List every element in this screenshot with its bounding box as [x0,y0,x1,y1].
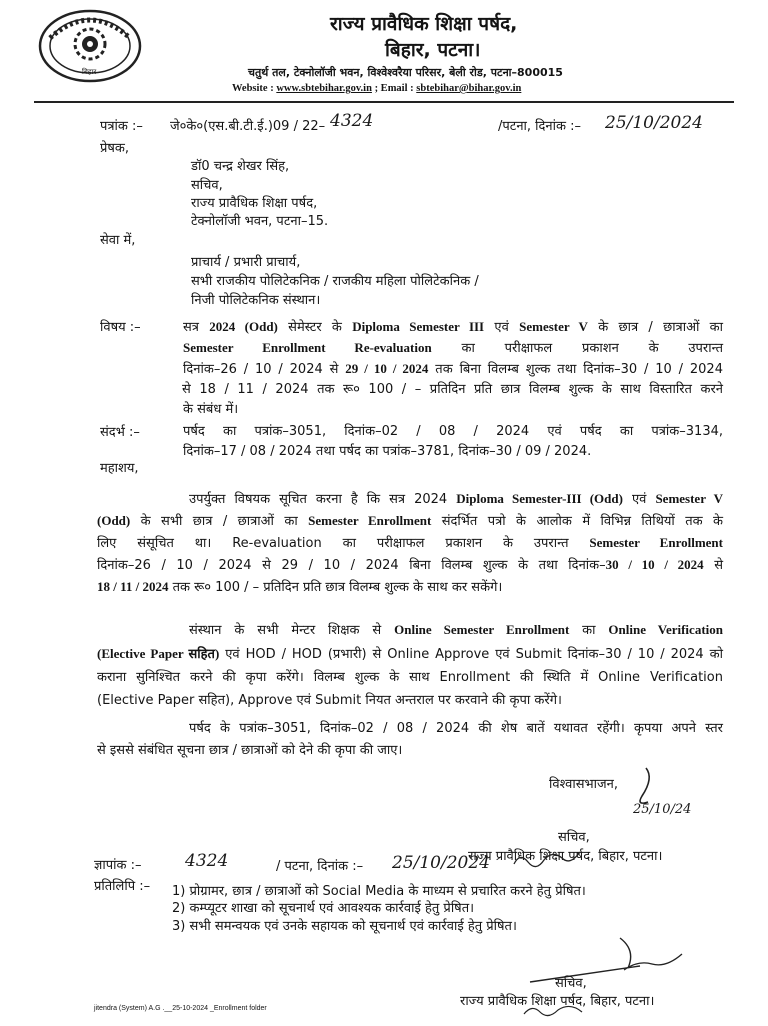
copy-item: 3) सभी समन्वयक एवं उनके सहायक को सूचनार्थ एवं कार्रवाई हेतु प्रेषित। [172,919,517,934]
closing-designation: सचिव, [558,830,590,845]
body-line: (Odd) के सभी छात्र / छात्राओं का Semester Enrollment संदर्भित पत्रो के आलोक में विभिन्न तिथियों तक के [97,513,724,529]
subject-text [183,317,723,420]
initials-icon [510,838,590,878]
copy-item: 2) कम्प्यूटर शाखा को सूचनार्थ एवं आवश्यक कार्रवाई हेतु प्रेषित। [172,901,475,916]
website-label: Website : [232,83,277,94]
ref-label: पत्रांक :– [100,119,143,134]
copy-item: 1) प्रोग्रामर, छात्र / छात्राओं को Social Media के माध्यम से प्रचारित करने हेतु प्रेषित। [172,884,586,899]
ref-date-handwritten: 25/10/2024 [605,113,703,133]
body-line: से इससे संबंधित सूचना छात्र / छात्राओं को देने की कृपा की जाए। [97,743,403,758]
body-line: (Elective Paper सहित) एवं HOD / HOD (प्रभारी) से Online Approve एवं Submit दिनांक–30 / 10 / 2024 को [97,646,724,662]
header-rule [34,101,734,103]
body-paragraph-1 [97,488,723,598]
reference-line: दिनांक–17 / 08 / 2024 तथा पर्षद का पत्रांक–3781, दिनांक–30 / 09 / 2024. [183,444,592,459]
body-line: कराना सुनिश्चित करने की कृपा करेंगे। विलम्ब शुल्क के साथ Enrollment की स्थिति में Online Verification [97,670,723,685]
sender-label: प्रेषक, [100,141,130,156]
copy-label: प्रतिलिपि :– [94,879,151,894]
sender-line: टेक्नोलॉजी भवन, पटना–15. [191,214,329,229]
sender-line: सचिव, [191,178,223,193]
body-line: 18 / 11 / 2024 तक रू० 100 / – प्रतिदिन प्रति छात्र विलम्ब शुल्क के साथ कर सकेंगे। [97,579,503,595]
org-address: चतुर्थ तल, टेक्नोलॉजी भवन, विश्वेश्वरैया परिसर, बेली रोड, पटना–800015 [248,66,563,79]
board-seal-logo [36,8,144,84]
ref-place-date-label: /पटना, दिनांक :– [498,119,582,134]
subject-line: के संबंध में। [183,402,239,417]
body-line: संस्थान के सभी मेन्टर शिक्षक से Online Semester Enrollment का Online Verification [189,622,723,638]
subject-line: सत्र 2024 (Odd) सेमेस्टर के Diploma Semester III एवं Semester V के छात्र / छात्राओं का [183,319,724,335]
sender-line: डॉ0 चन्द्र शेखर सिंह, [191,159,290,174]
contact-line [232,83,521,94]
reference-line: पर्षद का पत्रांक–3051, दिनांक–02 / 08 / 2024 एवं पर्षद का पत्रांक–3134, [183,424,723,439]
subject-label: विषय :– [100,320,141,335]
memo-place-date-label: / पटना, दिनांक :– [276,859,364,874]
reference-text [183,422,723,462]
recipient-line: निजी पोलिटेकनिक संस्थान। [191,293,321,308]
memo-date-handwritten: 25/10/2024 [392,853,490,873]
body-line: (Elective Paper सहित), Approve एवं Submit नियत अन्तराल पर करवाने की कृपा करेंगे। [97,693,562,708]
signature-2 [520,930,700,990]
seal-text: बिहार [82,68,97,76]
org-name-line1: राज्य प्रावैधिक शिक्षा पर्षद, [330,13,518,35]
body-line: पर्षद के पत्रांक–3051, दिनांक–02 / 08 / 2024 की शेष बातें यथावत रहेंगी। कृपया अपने स्तर [189,721,723,736]
recipient-line: प्राचार्य / प्रभारी प्राचार्य, [191,255,301,270]
body-paragraph-3 [97,718,723,762]
recipient-label: सेवा में, [100,233,136,248]
closing2-org: राज्य प्रावैधिक शिक्षा पर्षद, बिहार, पटना। [460,994,655,1009]
subject-line: से 18 / 11 / 2024 तक रू० 100 / – प्रतिदिन प्रति छात्र विलम्ब शुल्क के साथ विस्तारित करने [182,382,723,397]
initials-icon [520,998,600,1022]
closing-org: राज्य प्रावैधिक शिक्षा पर्षद, बिहार, पटना। [468,849,663,864]
initials-1 [510,838,590,878]
yours-faithfully: विश्वासभाजन, [549,777,619,792]
footer-file-note: jitendra (System) A.G .__25-10-2024 _Enrollment folder [94,1005,267,1012]
org-name-line2: बिहार, पटना। [385,39,481,61]
initials-2 [520,998,600,1022]
salutation: महाशय, [100,461,139,476]
memo-number-handwritten: 4324 [185,851,229,871]
body-line: उपर्युक्त विषयक सूचित करना है कि सत्र 2024 Diploma Semester-III (Odd) एवं Semester V [189,491,724,507]
recipient-line: सभी राजकीय पोलिटेकनिक / राजकीय महिला पोलिटेकनिक / [191,274,479,289]
memo-label: ज्ञापांक :– [94,858,142,873]
email-link[interactable]: sbtebihar@bihar.gov.in [416,83,522,94]
subject-line: दिनांक–26 / 10 / 2024 से 29 / 10 / 2024 तक बिना विलम्ब शुल्क तथा दिनांक–30 / 10 / 2024 [183,361,723,377]
reference-label: संदर्भ :– [100,425,140,440]
sign-date-note: 25/10/24 [633,802,692,817]
website-link[interactable]: www.sbtebihar.gov.in [276,83,372,94]
email-label: ; Email : [371,83,417,94]
body-paragraph-2 [97,618,723,712]
body-line: दिनांक–26 / 10 / 2024 से 29 / 10 / 2024 बिना विलम्ब शुल्क के तथा दिनांक–30 / 10 / 2024 से [97,557,723,573]
signature-icon [520,930,700,990]
ref-number-handwritten: 4324 [330,111,374,131]
ref-number: जे०के०(एस.बी.टी.ई.)09 / 22– [170,119,326,134]
body-line: लिए संसूचित था। Re-evaluation का परीक्षाफल प्रकाशन के उपरान्त Semester Enrollment [97,535,723,551]
sender-line: राज्य प्रावैधिक शिक्षा पर्षद, [191,196,318,211]
closing2-designation: सचिव, [555,976,587,991]
subject-line: Semester Enrollment Re-evaluation का परीक्षाफल प्रकाशन के उपरान्त [183,340,723,356]
